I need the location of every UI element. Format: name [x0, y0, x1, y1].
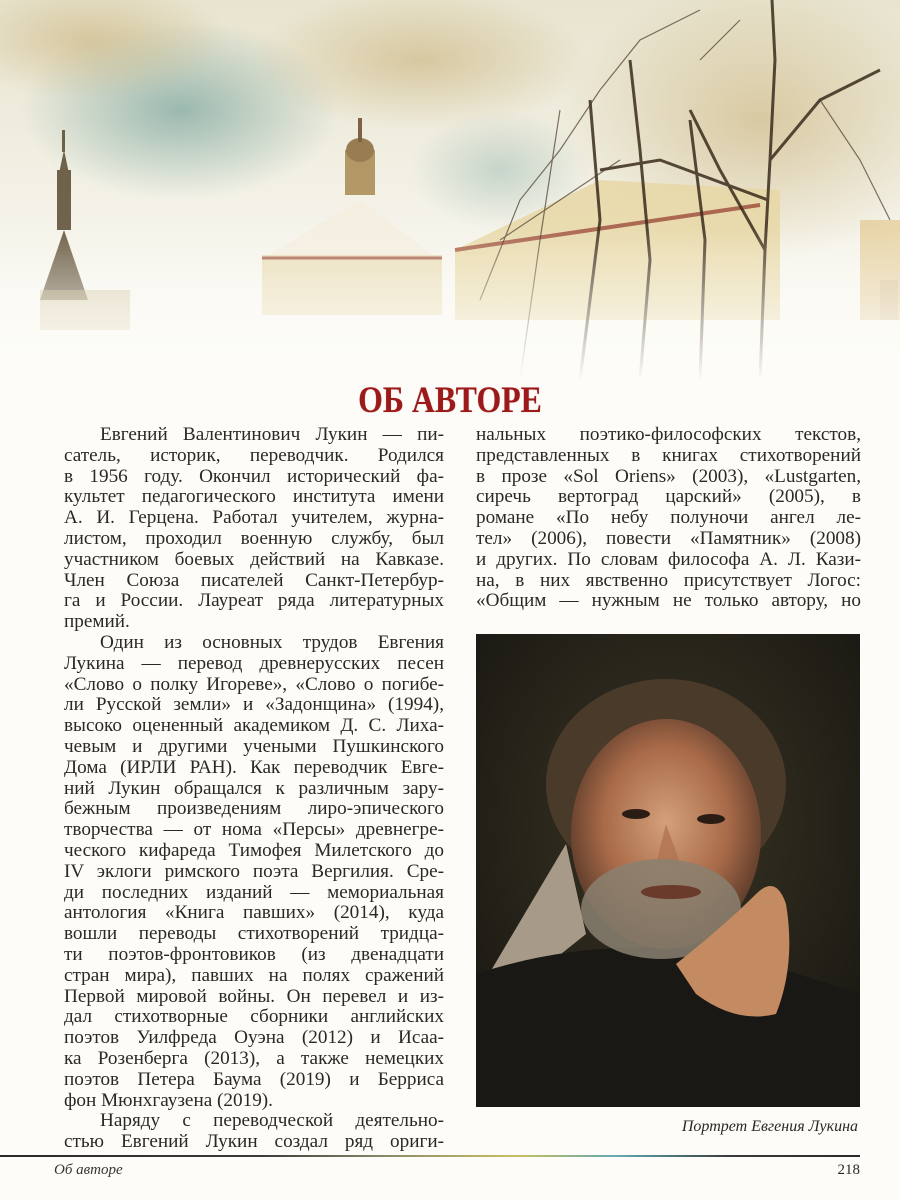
portrait-caption: Портрет Евгения Лукина [681, 1118, 858, 1135]
author-portrait [476, 634, 860, 1107]
header-illustration [0, 0, 900, 380]
text-line: поэтов Петера Баума (2019) и Берриса [64, 1068, 444, 1090]
right-column-text [476, 425, 861, 612]
left-column-text [64, 425, 444, 1153]
text-line: антология «Книга павших» (2014), куда [64, 902, 444, 924]
text-line: ческого кифареда Тимофея Милетского до [64, 839, 444, 861]
text-line: премий. [64, 611, 130, 633]
text-line: нальных поэтико-философских текстов, [476, 424, 861, 445]
text-line: га и России. Лауреат ряда литературных [64, 590, 444, 612]
text-line: чевым и другими учеными Пушкинского [64, 735, 444, 757]
text-line: Первой мировой войны. Он перевел и из- [64, 985, 444, 1007]
text-line: ний Лукин обращался к различным зару- [64, 777, 444, 799]
watercolor-cityscape [0, 0, 900, 380]
text-line: «Общим — нужным не только автору, но [476, 590, 861, 612]
text-line: участником боевых действий на Кавказе. [64, 548, 444, 570]
text-line: Дома (ИРЛИ РАН). Как переводчик Евге- [64, 756, 444, 778]
text-line: романе «По небу полуночи ангел ле- [476, 507, 861, 529]
text-line: культет педагогического института имени [64, 486, 444, 508]
footer-divider [0, 1155, 860, 1157]
page-title: ОБ АВТОРЕ [358, 379, 542, 421]
page-number: 218 [837, 1162, 860, 1178]
right-column-lines [476, 425, 861, 612]
footer-section-title: Об авторе [54, 1162, 123, 1178]
text-line: в 1956 году. Окончил исторический фа- [64, 465, 444, 487]
text-line: тел» (2006), повести «Памятник» (2008) [476, 527, 861, 549]
text-line: Наряду с переводческой деятельно- [100, 1110, 444, 1132]
text-line: творчества — от нома «Персы» древнегре- [64, 819, 444, 841]
text-line: дал стихотворные сборники английских [64, 1006, 444, 1028]
text-line: сатель, историк, переводчик. Родился [64, 444, 444, 466]
text-line: стран мира), павших на полях сражений [64, 964, 444, 986]
text-line: бежным произведениям лиро-эпического [64, 798, 444, 820]
left-column-lines [64, 425, 444, 1153]
text-line: фон Мюнхгаузена (2019). [64, 1089, 273, 1111]
text-line: стью Евгений Лукин создал ряд ориги- [64, 1131, 444, 1153]
text-line: ти поэтов-фронтовиков (из двенадцати [64, 943, 444, 965]
text-line: ка Розенберга (2013), а также немецких [64, 1047, 444, 1069]
text-line: поэтов Уилфреда Оуэна (2012) и Исаа- [64, 1027, 444, 1049]
text-line: представленных в книгах стихотворений [476, 444, 861, 466]
text-line: вошли переводы стихотворений тридца- [64, 923, 444, 945]
text-line: сиречь вертоград царский» (2005), в [476, 486, 861, 508]
text-line: и других. По словам философа А. Л. Кази- [476, 548, 861, 570]
text-line: высоко оцененный академиком Д. С. Лиха- [64, 715, 444, 737]
text-line: А. И. Герцена. Работал учителем, журна- [64, 507, 444, 529]
text-line: ди последних изданий — мемориальная [64, 881, 444, 903]
text-line: Один из основных трудов Евгения [100, 631, 444, 653]
text-line: IV эклоги римского поэта Вергилия. Сре- [64, 860, 444, 882]
text-line: ли Русской земли» и «Задонщина» (1994), [64, 694, 444, 716]
text-line: Лукина — перевод древнерусских песен [64, 652, 444, 674]
text-line: «Слово о полку Игореве», «Слово о погибе- [64, 673, 444, 695]
portrait-photo [476, 634, 860, 1107]
text-line: в прозе «Sol Oriens» (2003), «Lustgarten, [476, 465, 861, 487]
text-line: листом, проходил военную службу, был [64, 527, 444, 549]
text-line: на, в них явственно присутствует Логос: [476, 569, 861, 591]
text-line: Член Союза писателей Санкт-Петербур- [64, 569, 444, 591]
text-line: Евгений Валентинович Лукин — пи- [100, 424, 444, 445]
